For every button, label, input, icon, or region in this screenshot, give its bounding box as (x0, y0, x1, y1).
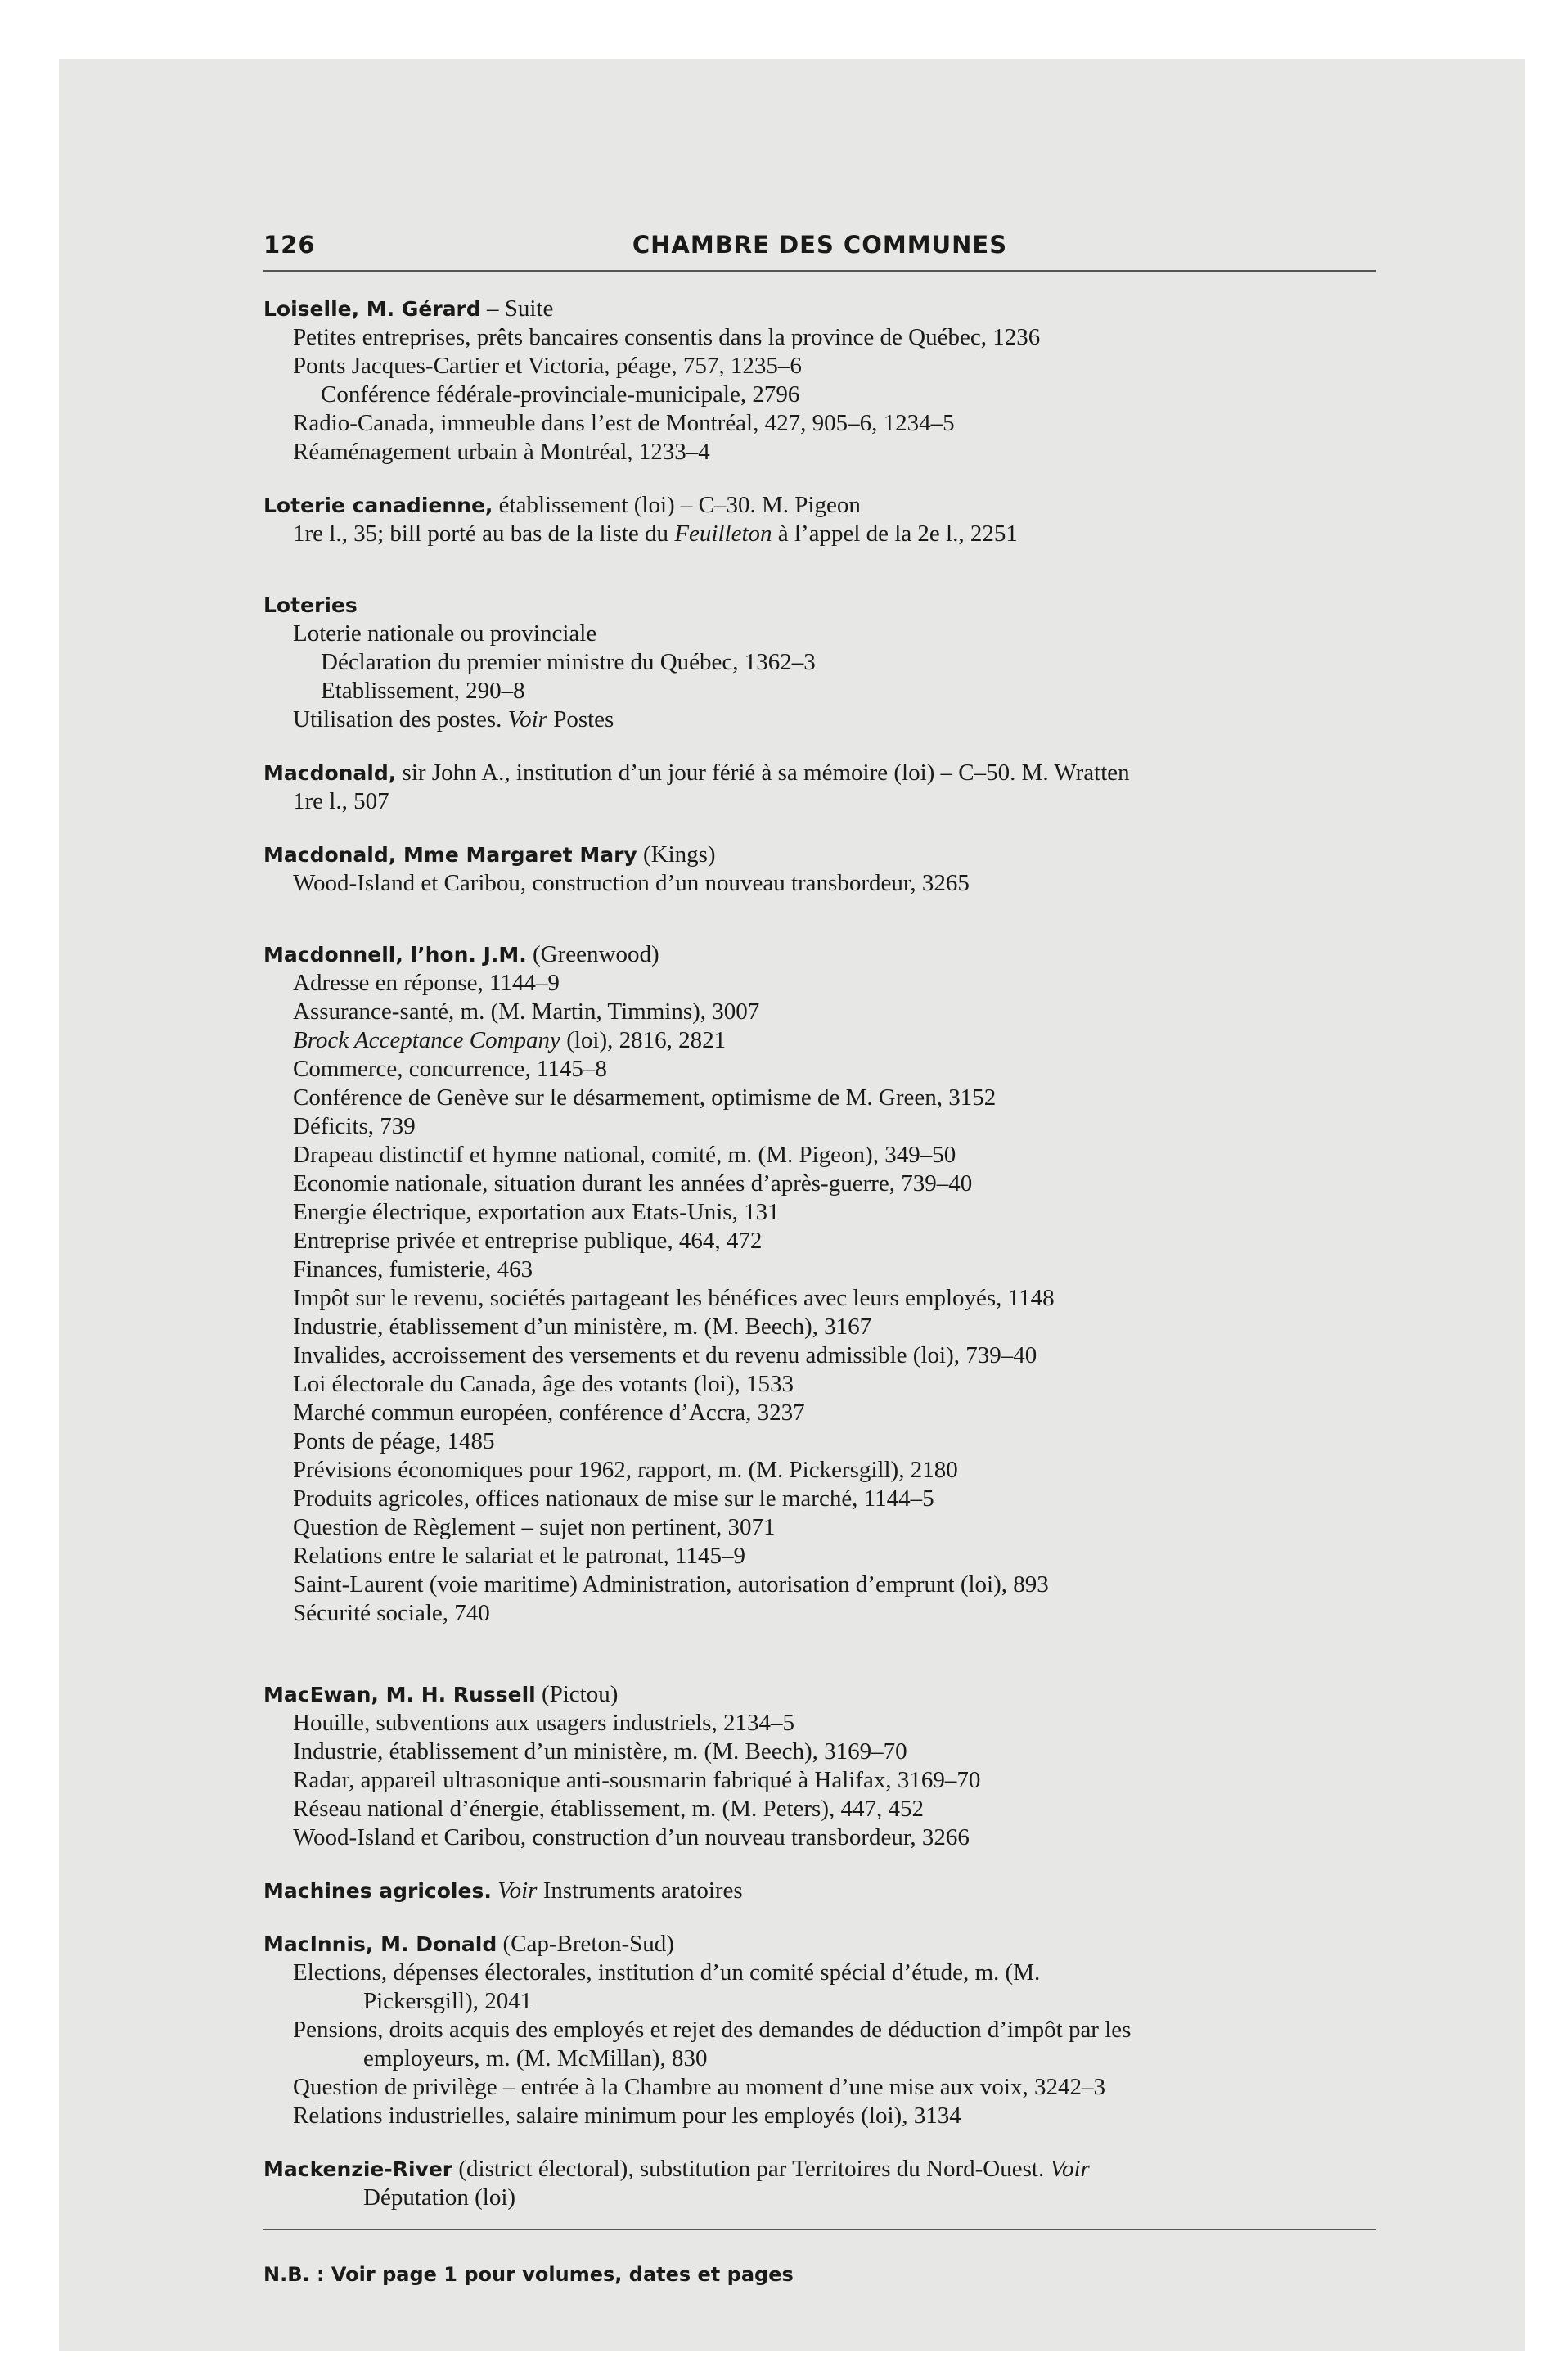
entry-line: Saint-Laurent (voie maritime) Administration, autorisation d’emprunt (loi), 893 (293, 1571, 1049, 1598)
index-entry-macdonald-margaret (263, 841, 1376, 898)
entry-line: Question de Règlement – sujet non pertinent, 3071 (293, 1514, 776, 1540)
entry-line: Assurance-santé, m. (M. Martin, Timmins), 3007 (293, 998, 760, 1025)
entry-heading (263, 940, 1376, 969)
entry-heading (263, 1680, 1376, 1709)
entry-continuation: employeurs, m. (M. McMillan), 830 (363, 2045, 708, 2071)
entry-line (263, 520, 1376, 548)
page-title: CHAMBRE DES COMMUNES (632, 231, 1008, 259)
index-entry-loterie-canadienne (263, 491, 1376, 548)
entry-italic: Brock Acceptance Company (293, 1027, 560, 1053)
index-entry-machines-agricoles (263, 1877, 1376, 1905)
entry-line: Invalides, accroissement des versements et du revenu admissible (loi), 739–40 (293, 1342, 1037, 1368)
index-entry-macdonnell (263, 940, 1376, 1628)
entry-line: Drapeau distinctif et hymne national, comité, m. (M. Pigeon), 349–50 (293, 1142, 956, 1168)
entry-text: 1re l., 35; bill porté au bas de la liste du (293, 521, 675, 547)
entry-line: Houille, subventions aux usagers industriels, 2134–5 (293, 1710, 794, 1736)
entry-line: Industrie, établissement d’un ministère, m. (M. Beech), 3169–70 (293, 1738, 907, 1765)
entry-name: MacInnis, M. Donald (263, 1932, 497, 1956)
entry-line: Wood-Island et Caribou, construction d’un nouveau transbordeur, 3266 (293, 1824, 970, 1850)
entry-text: Utilisation des postes. (293, 706, 508, 732)
entry-line: Energie électrique, exportation aux Etats-Unis, 131 (293, 1199, 780, 1225)
entry-name: Mackenzie-River (263, 2157, 453, 2181)
entry-italic: Feuilleton (674, 521, 772, 547)
entry-name: Loiselle, M. Gérard (263, 297, 481, 321)
entry-name: Macdonald, Mme Margaret Mary (263, 843, 637, 867)
entry-line: Réaménagement urbain à Montréal, 1233–4 (293, 439, 710, 465)
entry-line: 1re l., 507 (293, 788, 389, 814)
entry-line (263, 1026, 1376, 1055)
entry-line: Radar, appareil ultrasonique anti-sousmarin fabriqué à Halifax, 3169–70 (293, 1767, 981, 1793)
entry-subline: Etablissement, 290–8 (321, 678, 525, 704)
entry-line: Prévisions économiques pour 1962, rapport, m. (M. Pickersgill), 2180 (293, 1457, 958, 1483)
entry-line: Radio-Canada, immeuble dans l’est de Montréal, 427, 905–6, 1234–5 (293, 410, 955, 436)
entry-name: Machines agricoles. (263, 1879, 492, 1903)
entry-line: Marché commun européen, conférence d’Accra, 3237 (293, 1400, 805, 1426)
entry-line: Petites entreprises, prêts bancaires consentis dans la province de Québec, 1236 (293, 324, 1041, 350)
index-entry-macdonald-john (263, 759, 1376, 816)
entry-suffix: (Greenwood) (526, 941, 659, 967)
voir-target: Postes (547, 706, 614, 732)
voir-reference: Voir (497, 1877, 538, 1904)
entry-name: Macdonald, (263, 761, 397, 785)
voir-reference: Voir (1050, 2156, 1090, 2182)
entry-heading (263, 295, 1376, 323)
entry-line: Déficits, 739 (293, 1113, 416, 1139)
entry-heading (263, 759, 1376, 787)
scanned-page (59, 59, 1525, 2351)
entry-line: Ponts de péage, 1485 (293, 1428, 495, 1454)
page-number: 126 (263, 231, 316, 259)
index-entry-loteries (263, 591, 1376, 734)
entry-line: Wood-Island et Caribou, construction d’un nouveau transbordeur, 3265 (293, 870, 970, 896)
entry-line: Ponts Jacques-Cartier et Victoria, péage, 757, 1235–6 (293, 353, 802, 379)
entry-heading (263, 2155, 1376, 2184)
entry-subline: Déclaration du premier ministre du Québec, 1362–3 (321, 649, 816, 675)
entry-line: Sécurité sociale, 740 (293, 1600, 490, 1626)
entry-suffix: (Kings) (637, 841, 716, 868)
entry-line: Loi électorale du Canada, âge des votants (loi), 1533 (293, 1371, 794, 1397)
entry-heading (263, 841, 1376, 869)
entry-line: Finances, fumisterie, 463 (293, 1256, 533, 1282)
entry-line: Industrie, établissement d’un ministère, m. (M. Beech), 3167 (293, 1314, 872, 1340)
voir-reference: Voir (507, 706, 547, 732)
entry-line: Adresse en réponse, 1144–9 (293, 970, 560, 996)
entry-suffix: sir John A., institution d’un jour férié à sa mémoire (loi) – C–50. M. Wratten (396, 760, 1130, 786)
entry-line: Impôt sur le revenu, sociétés partageant les bénéfices avec leurs employés, 1148 (293, 1285, 1055, 1311)
entry-heading (263, 491, 1376, 520)
entry-line: Produits agricoles, offices nationaux de mise sur le marché, 1144–5 (293, 1485, 934, 1512)
entry-line: Entreprise privée et entreprise publique, 464, 472 (293, 1228, 763, 1254)
entry-heading (263, 1877, 1376, 1905)
entry-continuation: Députation (loi) (363, 2184, 516, 2211)
entry-suffix: établissement (loi) – C–30. M. Pigeon (493, 492, 861, 518)
entry-line: Relations industrielles, salaire minimum pour les employés (loi), 3134 (293, 2103, 961, 2129)
index-entry-macewan (263, 1680, 1376, 1852)
entry-heading (263, 591, 1376, 620)
entry-text: à l’appel de la 2e l., 2251 (772, 521, 1018, 547)
page-header (263, 223, 1376, 270)
entry-name: Loterie canadienne, (263, 494, 493, 517)
entry-name: Loteries (263, 593, 358, 617)
entry-line: Question de privilège – entrée à la Chambre au moment d’une mise aux voix, 3242–3 (293, 2074, 1105, 2100)
entry-line: Loterie nationale ou provinciale (293, 620, 597, 647)
index-entry-loiselle (263, 295, 1376, 467)
footer-note: N.B. : Voir page 1 pour volumes, dates et pages (263, 2263, 794, 2286)
entry-continuation: Pickersgill), 2041 (363, 1988, 533, 2014)
entry-line: Relations entre le salariat et le patronat, 1145–9 (293, 1543, 745, 1569)
entry-line: Elections, dépenses électorales, institution d’un comité spécial d’étude, m. (M. (293, 1959, 1041, 1986)
entry-suffix: (Cap-Breton-Sud) (497, 1931, 674, 1957)
index-entries (263, 272, 1376, 2212)
entry-name: MacEwan, M. H. Russell (263, 1683, 536, 1706)
index-entry-mackenzie-river (263, 2155, 1376, 2212)
entry-line: Commerce, concurrence, 1145–8 (293, 1056, 607, 1082)
index-entry-macinnis (263, 1930, 1376, 2130)
entry-line: Conférence de Genève sur le désarmement, optimisme de M. Green, 3152 (293, 1084, 997, 1111)
entry-heading (263, 1930, 1376, 1959)
entry-text: (loi), 2816, 2821 (560, 1027, 727, 1053)
entry-suffix: – Suite (480, 295, 554, 322)
entry-suffix: (Pictou) (535, 1681, 619, 1707)
entry-name: Macdonnell, l’hon. J.M. (263, 943, 527, 967)
entry-subline: Conférence fédérale-provinciale-municipale, 2796 (321, 381, 800, 408)
entry-line (263, 705, 1376, 734)
page-content (263, 223, 1376, 2286)
entry-line: Réseau national d’énergie, établissement, m. (M. Peters), 447, 452 (293, 1796, 924, 1822)
voir-target: Instruments aratoires (537, 1877, 743, 1904)
entry-line: Pensions, droits acquis des employés et rejet des demandes de déduction d’impôt par les (293, 2017, 1132, 2043)
entry-suffix: (district électoral), substitution par Territoires du Nord-Ouest. (452, 2156, 1051, 2182)
footer-rule (263, 2229, 1376, 2230)
entry-line: Economie nationale, situation durant les années d’après-guerre, 739–40 (293, 1170, 973, 1197)
